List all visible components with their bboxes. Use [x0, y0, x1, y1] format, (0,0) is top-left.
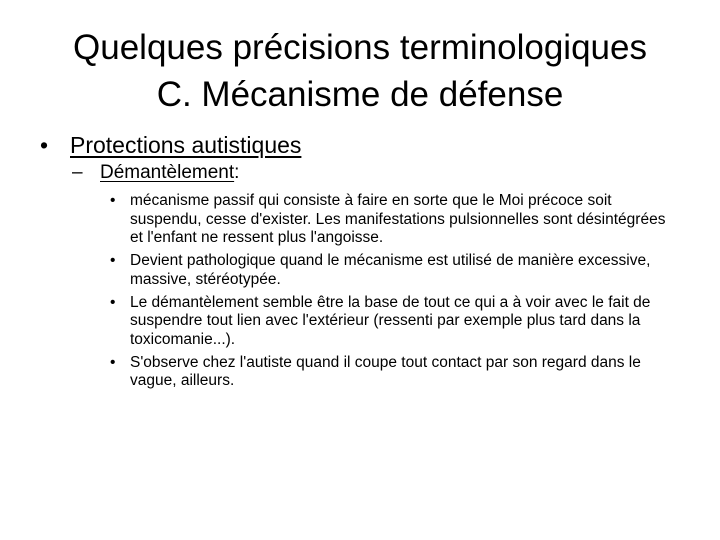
- list-item-text: Devient pathologique quand le mécanisme est utilisé de manière excessive, massive, stéréotypée.: [130, 252, 651, 288]
- bullet-dot-icon: •: [110, 293, 116, 311]
- dash-icon: –: [72, 162, 83, 183]
- slide-title: [36, 24, 684, 118]
- list-item: [110, 354, 670, 391]
- title-line-1: Quelques précisions terminologiques: [73, 28, 647, 67]
- bullet-dot-icon: •: [40, 132, 49, 158]
- bullet-dot-icon: •: [110, 192, 116, 209]
- list-item-text: Le démantèlement semble être la base de tout ce qui a à voir avec le fait de suspendre tout lien avec l'extérieur (ressenti par exemple plus tard dans la toxicomanie...).: [130, 293, 651, 348]
- bullet-demantelement: [72, 160, 682, 186]
- list-item: [110, 252, 670, 289]
- demantelement-details-list: [110, 192, 670, 395]
- bullet-dot-icon: •: [110, 252, 116, 269]
- bullet-protections-autistiques: [40, 130, 680, 160]
- list-item-text: mécanisme passif qui consiste à faire en sorte que le Moi précoce soit suspendu, cesse d'exister. Les manifestations pulsionnelles sont désintégrées et l'enfant ne ressent plus l'angoisse.: [130, 192, 666, 246]
- list-item-text: S'observe chez l'autiste quand il coupe tout contact par son regard dans le vague, ailleurs.: [130, 353, 641, 389]
- bullet-l1-text: Protections autistiques: [70, 132, 302, 158]
- list-item: [110, 294, 670, 350]
- list-item: [110, 192, 670, 248]
- bullet-dot-icon: •: [110, 353, 116, 371]
- title-line-2: C. Mécanisme de défense: [156, 75, 564, 114]
- bullet-l2-term: Démantèlement: [100, 162, 235, 183]
- bullet-l2-suffix: :: [234, 162, 240, 183]
